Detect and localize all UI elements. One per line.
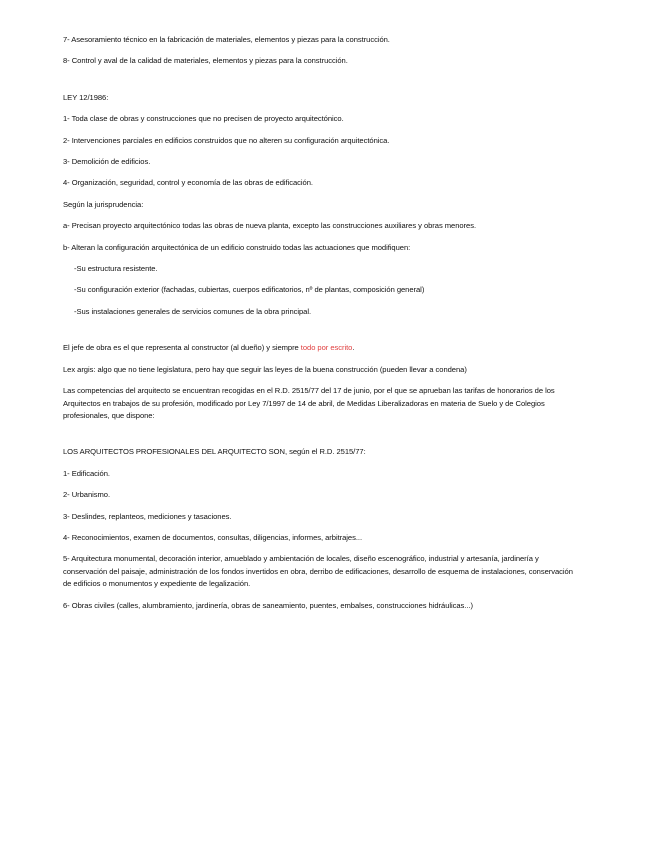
ley-item-2: 2- Intervenciones parciales en edificios construidos que no alteren su configuración arquitectónica. bbox=[63, 135, 390, 145]
jurisprudencia-item-a: a- Precisan proyecto arquitectónico todas las obras de nueva planta, excepto las construcciones auxiliares y obras menores. bbox=[63, 221, 477, 231]
lex-artis-paragraph: Lex argis: algo que no tiene legislatura, pero hay que seguir las leyes de la buena construcción (pueden llevar a condena) bbox=[63, 364, 467, 374]
jurisprudencia-heading: Según la jurisprudencia: bbox=[63, 199, 144, 209]
competencias-paragraph: Las competencias del arquitecto se encuentran recogidas en el R.D. 2515/77 del 17 de junio, por el que se aprueban las tarifas de honorarios de los Arquitectos en trabajos de su profesión, modificado por Ley 7/1997 de 14 de abril, de Medidas Liberalizadoras en materia de Suelo y de Colegios profesionales, que dispone: bbox=[63, 386, 555, 420]
arquitectos-item-6: 6- Obras civiles (calles, alumbramiento, jardinería, obras de saneamiento, puentes, embalses, construcciones hidráulicas...) bbox=[63, 600, 473, 610]
arquitectos-item-4: 4- Reconocimientos, examen de documentos, consultas, diligencias, informes, arbitrajes... bbox=[63, 532, 363, 542]
arquitectos-item-1: 1- Edificación. bbox=[63, 468, 110, 478]
arquitectos-item-3: 3- Deslindes, replanteos, mediciones y tasaciones. bbox=[63, 511, 232, 521]
ley-item-4: 4- Organización, seguridad, control y economía de las obras de edificación. bbox=[63, 178, 313, 188]
document-page bbox=[63, 34, 583, 612]
ley-heading: LEY 12/1986: bbox=[63, 92, 109, 102]
ley-item-3: 3- Demolición de edificios. bbox=[63, 157, 151, 167]
ley-item-1: 1- Toda clase de obras y construcciones que no precisen de proyecto arquitectónico. bbox=[63, 114, 344, 124]
jurisprudencia-subitem-2: -Su configuración exterior (fachadas, cubiertas, cuerpos edificatorios, nº de plantas, composición general) bbox=[74, 285, 425, 295]
jurisprudencia-subitem-3: -Sus instalaciones generales de servicios comunes de la obra principal. bbox=[74, 306, 312, 316]
paragraph-item-8: 8- Control y aval de la calidad de materiales, elementos y piezas para la construcción. bbox=[63, 56, 348, 66]
arquitectos-heading: LOS ARQUITECTOS PROFESIONALES DEL ARQUITECTO SON, según el R.D. 2515/77: bbox=[63, 447, 366, 457]
jefe-obra-text: El jefe de obra es el que representa al constructor (al dueño) y siempre bbox=[63, 343, 301, 353]
arquitectos-item-2: 2- Urbanismo. bbox=[63, 490, 111, 500]
arquitectos-item-5: 5- Arquitectura monumental, decoración interior, amueblado y ambientación de locales, diseño escenográfico, industrial y artesanía, jardinería y conservación del paisaje, administración de los fondos invertidos en obra, derribo de edificaciones, desarrollo de esquema de instalaciones, conservación de edificios o monumentos y expediente de legalización. bbox=[63, 554, 573, 589]
jefe-obra-paragraph bbox=[63, 342, 583, 354]
jurisprudencia-subitem-1: -Su estructura resistente. bbox=[74, 264, 158, 274]
jefe-obra-end: . bbox=[352, 343, 355, 353]
jefe-obra-highlight: todo por escrito bbox=[300, 343, 353, 353]
paragraph-item-7: 7- Asesoramiento técnico en la fabricación de materiales, elementos y piezas para la construcción. bbox=[63, 35, 390, 44]
jurisprudencia-item-b: b- Alteran la configuración arquitectónica de un edificio construido todas las actuaciones que modifiquen: bbox=[63, 242, 411, 252]
